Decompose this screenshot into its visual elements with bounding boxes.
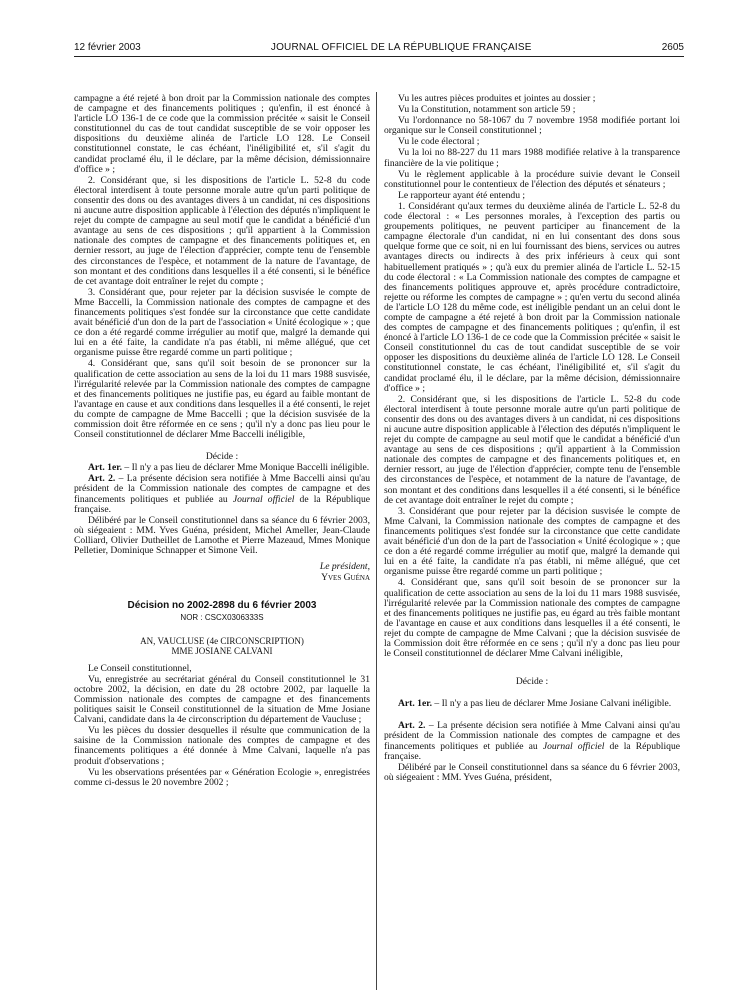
- left-column: [74, 94, 370, 789]
- paragraph: 3. Considérant que, pour rejeter par la décision susvisée le compte de Mme Baccelli, la Commission nationale des comptes de campagne et des financements politiques s'est fondée sur la circonstance que cette candidate avait bénéficié d'un don de la part de l'association « Unité écologique » ; que ce don a été regardé comme irrégulier au motif que, malgré la demande qui lui en a été faite, la candidate n'a pas établi, ni même allégué, que cet organisme puisse être regardé comme un parti politique ;: [74, 286, 370, 359]
- paragraph: Le rapporteur ayant été entendu ;: [398, 189, 526, 201]
- paragraph: 2. Considérant que, si les dispositions de l'article L. 52-8 du code électoral interdisent à toute personne morale autre qu'un parti politique de consentir des dons ou des avantages divers à un candidat, ni ces dispositions ni aucune autre disposition applicable à l'élection des députés n'impliquent le rejet du compte de campagne au seul motif que le candidat a bénéficié d'un avantage au sens de ces dispositions ; qu'il appartient à la Commission nationale des comptes de campagne et des financements politiques et, en dernier ressort, au juge de l'élection d'apprécier, compte tenu de l'ensemble des circonstances de l'espèce, et notamment de la nature de l'avantage, de son montant et des conditions dans lesquelles il a été consenti, si le bénéfice de cet avantage doit entraîner le rejet du compte ;: [384, 393, 680, 506]
- article-1: [384, 699, 680, 709]
- decision-title: Décision no 2002-2898 du 6 février 2003: [127, 600, 317, 612]
- article-2: [384, 721, 680, 761]
- deliberation: Délibéré par le Conseil constitutionnel dans sa séance du 6 février 2003, où siégeaient : MM. Yves Guéna, président,: [384, 761, 680, 783]
- paragraph: 1. Considérant qu'aux termes du deuxième alinéa de l'article L. 52-8 du code électoral : « Les personnes morales, à l'exception des partis ou groupements politiques, ne peuvent participer au financement de la campagne électorale d'un candidat, ni en lui consentant des dons sous quelque forme que ce soit, ni en lui fournissant des biens, services ou autres avantages directs ou indirects à des prix inférieurs à ceux qui sont habituellement pratiqués » ; qu'à eux du premier alinéa de l'article L. 52-15 du code électoral : « La Commission nationale des comptes de campagne et des financements politiques approuve et, après procédure contradictoire, rejette ou réforme les comptes de campagne » ; qu'en vertu du second alinéa de l'article LO 128 du même code, est inéligible pendant un an celui dont le compte de campagne a été rejeté à bon droit par la Commission nationale des comptes de campagne et des financements politiques ; qu'enfin, il est énoncé à l'article LO 136-1 de ce code que la Commission précitée « saisit le Conseil constitutionnel du cas de tout candidat susceptible de se voir opposer les dispositions du deuxième alinéa de l'article LO 128. Le Conseil constitutionnel constate, le cas échéant, l'inéligibilité et, s'il s'agit du candidat proclamé élu, il le déclare, par la même décision, démissionnaire d'office » ;: [384, 200, 680, 394]
- article-text: – La présente décision sera notifiée à Mme Calvani ainsi qu'au président de la Commission nationale des comptes de campagne et des financements politiques et publiée au: [384, 720, 681, 752]
- paragraph: Vu la loi no 88-227 du 11 mars 1988 modifiée relative à la transparence financière de la vie politique ;: [384, 147, 680, 169]
- header-rule: [74, 56, 684, 57]
- column-divider: [376, 92, 377, 990]
- article-text: de la République française.: [74, 493, 370, 515]
- decide-heading: Décide :: [515, 676, 549, 688]
- paragraph: 4. Considérant que, sans qu'il soit besoin de se prononcer sur la qualification de cette association au sens de la loi du 11 mars 1988 susvisée, l'irrégularité relevée par la Commission nationale des comptes de campagne et des financements politiques ne justifie pas, eu égard au faible montant de l'avantage en cause et aux conditions dans lesquelles il a été consenti, le rejet du compte de campagne de Mme Baccelli ; que la décision susvisée de la commission doit être réformée en ce sens ; qu'il n'y a donc pas lieu pour le Conseil constitutionnel de déclarer Mme Baccelli inéligible,: [74, 358, 370, 441]
- paragraph: Vu les pièces du dossier desquelles il résulte que communication de la saisine de la Commission nationale des comptes de campagne et des financements politiques a été donnée à Mme Calvani, laquelle n'a pas produit d'observations ;: [74, 725, 370, 767]
- paragraph: campagne a été rejeté à bon droit par la Commission nationale des comptes de campagne et des financements politiques ; qu'enfin, il est énoncé à l'article LO 136-1 de ce code que la commission précitée « saisit le Conseil constitutionnel du cas de tout candidat susceptible de se voir opposer les dispositions du deuxième alinéa de l'article LO 128. Le Conseil constitutionnel constate, le cas échéant, l'inéligibilité et, s'il s'agit du candidat proclamé élu, il le déclare, par la même décision, démissionnaire d'office » ;: [74, 93, 370, 175]
- paragraph: Vu l'ordonnance no 58-1067 du 7 novembre 1958 modifiée portant loi organique sur le Conseil constitutionnel ;: [384, 115, 680, 137]
- circonscription-heading: AN, VAUCLUSE (4e CIRCONSCRIPTION): [140, 635, 304, 646]
- journal-title: JOURNAL OFFICIEL DE LA RÉPUBLIQUE FRANÇAISE: [270, 41, 532, 53]
- paragraph: Vu, enregistrée au secrétariat général du Conseil constitutionnel le 31 octobre 2002, la décision, en date du 28 octobre 2002, par laquelle la Commission nationale des comptes de campagne et des financements politiques saisit le Conseil constitutionnel de la situation de Mme Josiane Calvani, candidate dans la 4e circonscription du département de Vaucluse ;: [74, 673, 370, 726]
- article-label: Art. 1er.: [88, 462, 123, 474]
- paragraph: 3. Considérant que pour rejeter par la décision susvisée le compte de Mme Calvani, la Commission nationale des comptes de campagne et des financements politiques s'est fondée sur la circonstance que cette candidate avait bénéficié d'un don de la part de l'association « Unité écologique » ; que ce don a été regardé comme irrégulier au motif que, malgré la demande qui lui en a été faite, la candidate n'a pas établi, ni même allégué, que cet organisme puisse être regardé comme un parti politique ;: [384, 505, 680, 578]
- paragraph: Vu les observations présentées par « Génération Ecologie », enregistrées comme ci-dessus le 20 novembre 2002 ;: [74, 766, 370, 788]
- paragraph: Vu le code électoral ;: [398, 136, 480, 148]
- article-1: [74, 463, 370, 473]
- signature-name: Yves Guéna: [321, 572, 370, 584]
- deliberation: Délibéré par le Conseil constitutionnel dans sa séance du 6 février 2003, où siégeaient : MM. Yves Guéna, président, Michel Ameller, Jean-Claude Colliard, Olivier Dutheillet de Lamothe et Pierre Mazeaud, Mmes Monique Pelletier, Dominique Schnapper et Simone Veil.: [74, 514, 370, 557]
- article-text: de la République française.: [384, 740, 680, 762]
- article-label: Art. 2.: [398, 720, 426, 732]
- article-label: Art. 2.: [88, 473, 116, 485]
- right-column: [384, 94, 680, 784]
- page-number: 2605: [661, 41, 684, 53]
- article-text: – La présente décision sera notifiée à Mme Baccelli ainsi qu'au président de la Commission nationale des comptes de campagne et des financements politiques et publiée au: [74, 473, 370, 505]
- page-header: [74, 40, 684, 54]
- article-text: – Il n'y a pas lieu de déclarer Mme Josiane Calvani inéligible.: [432, 698, 672, 710]
- nor-reference: NOR : CSCX0306333S: [180, 613, 264, 623]
- article-text: – Il n'y a pas lieu de déclarer Mme Monique Baccelli inéligible.: [122, 462, 370, 474]
- paragraph: Vu la Constitution, notamment son article 59 ;: [398, 104, 576, 116]
- paragraph: 2. Considérant que, si les dispositions de l'article L. 52-8 du code électoral interdisent à toute personne morale autre qu'un parti politique de consentir des dons ou des avantages divers à un candidat, ni ces dispositions ni aucune autre disposition applicable à l'élection des députés n'impliquent le rejet du compte de campagne au seul motif que le candidat a bénéficié d'un avantage au sens de ces dispositions ; qu'il appartient à la Commission nationale des comptes de campagne et des financements politiques et, en dernier ressort, au juge de l'élection d'apprécier, compte tenu de l'ensemble des circonstances de l'espèce, et notamment de la nature de l'avantage, de son montant et des conditions dans lesquelles il a été consenti, si le bénéfice de cet avantage doit entraîner le rejet du compte ;: [74, 174, 370, 287]
- decide-heading: Décide :: [205, 451, 239, 463]
- journal-officiel-ref: Journal officiel: [232, 493, 295, 505]
- header-date: 12 février 2003: [74, 41, 141, 53]
- article-label: Art. 1er.: [398, 698, 433, 710]
- journal-officiel-ref: Journal officiel: [542, 740, 605, 752]
- candidate-heading: MME JOSIANE CALVANI: [171, 645, 273, 656]
- paragraph: 4. Considérant que, sans qu'il soit besoin de se prononcer sur la qualification de cette association au sens de la loi du 11 mars 1988 susvisée, l'irrégularité relevée par la Commission nationale des comptes de campagne et des financements politiques ne justifie pas, eu égard au très faible montant de l'avantage en cause et aux conditions dans lesquelles il a été consenti, le rejet du compte de campagne de Mme Calvani ; que la décision susvisée de la Commission doit être réformée en ce sens ; qu'il n'y a donc pas lieu pour le Conseil constitutionnel de déclarer Mme Calvani inéligible,: [384, 577, 680, 660]
- paragraph: Le Conseil constitutionnel,: [88, 662, 192, 674]
- paragraph: Vu le règlement applicable à la procédure suivie devant le Conseil constitutionnel pour le contentieux de l'élection des députés et sénateurs ;: [384, 168, 680, 190]
- article-2: [74, 474, 370, 514]
- signature-title: Le président,: [319, 561, 370, 573]
- paragraph: Vu les autres pièces produites et jointes au dossier ;: [398, 93, 596, 104]
